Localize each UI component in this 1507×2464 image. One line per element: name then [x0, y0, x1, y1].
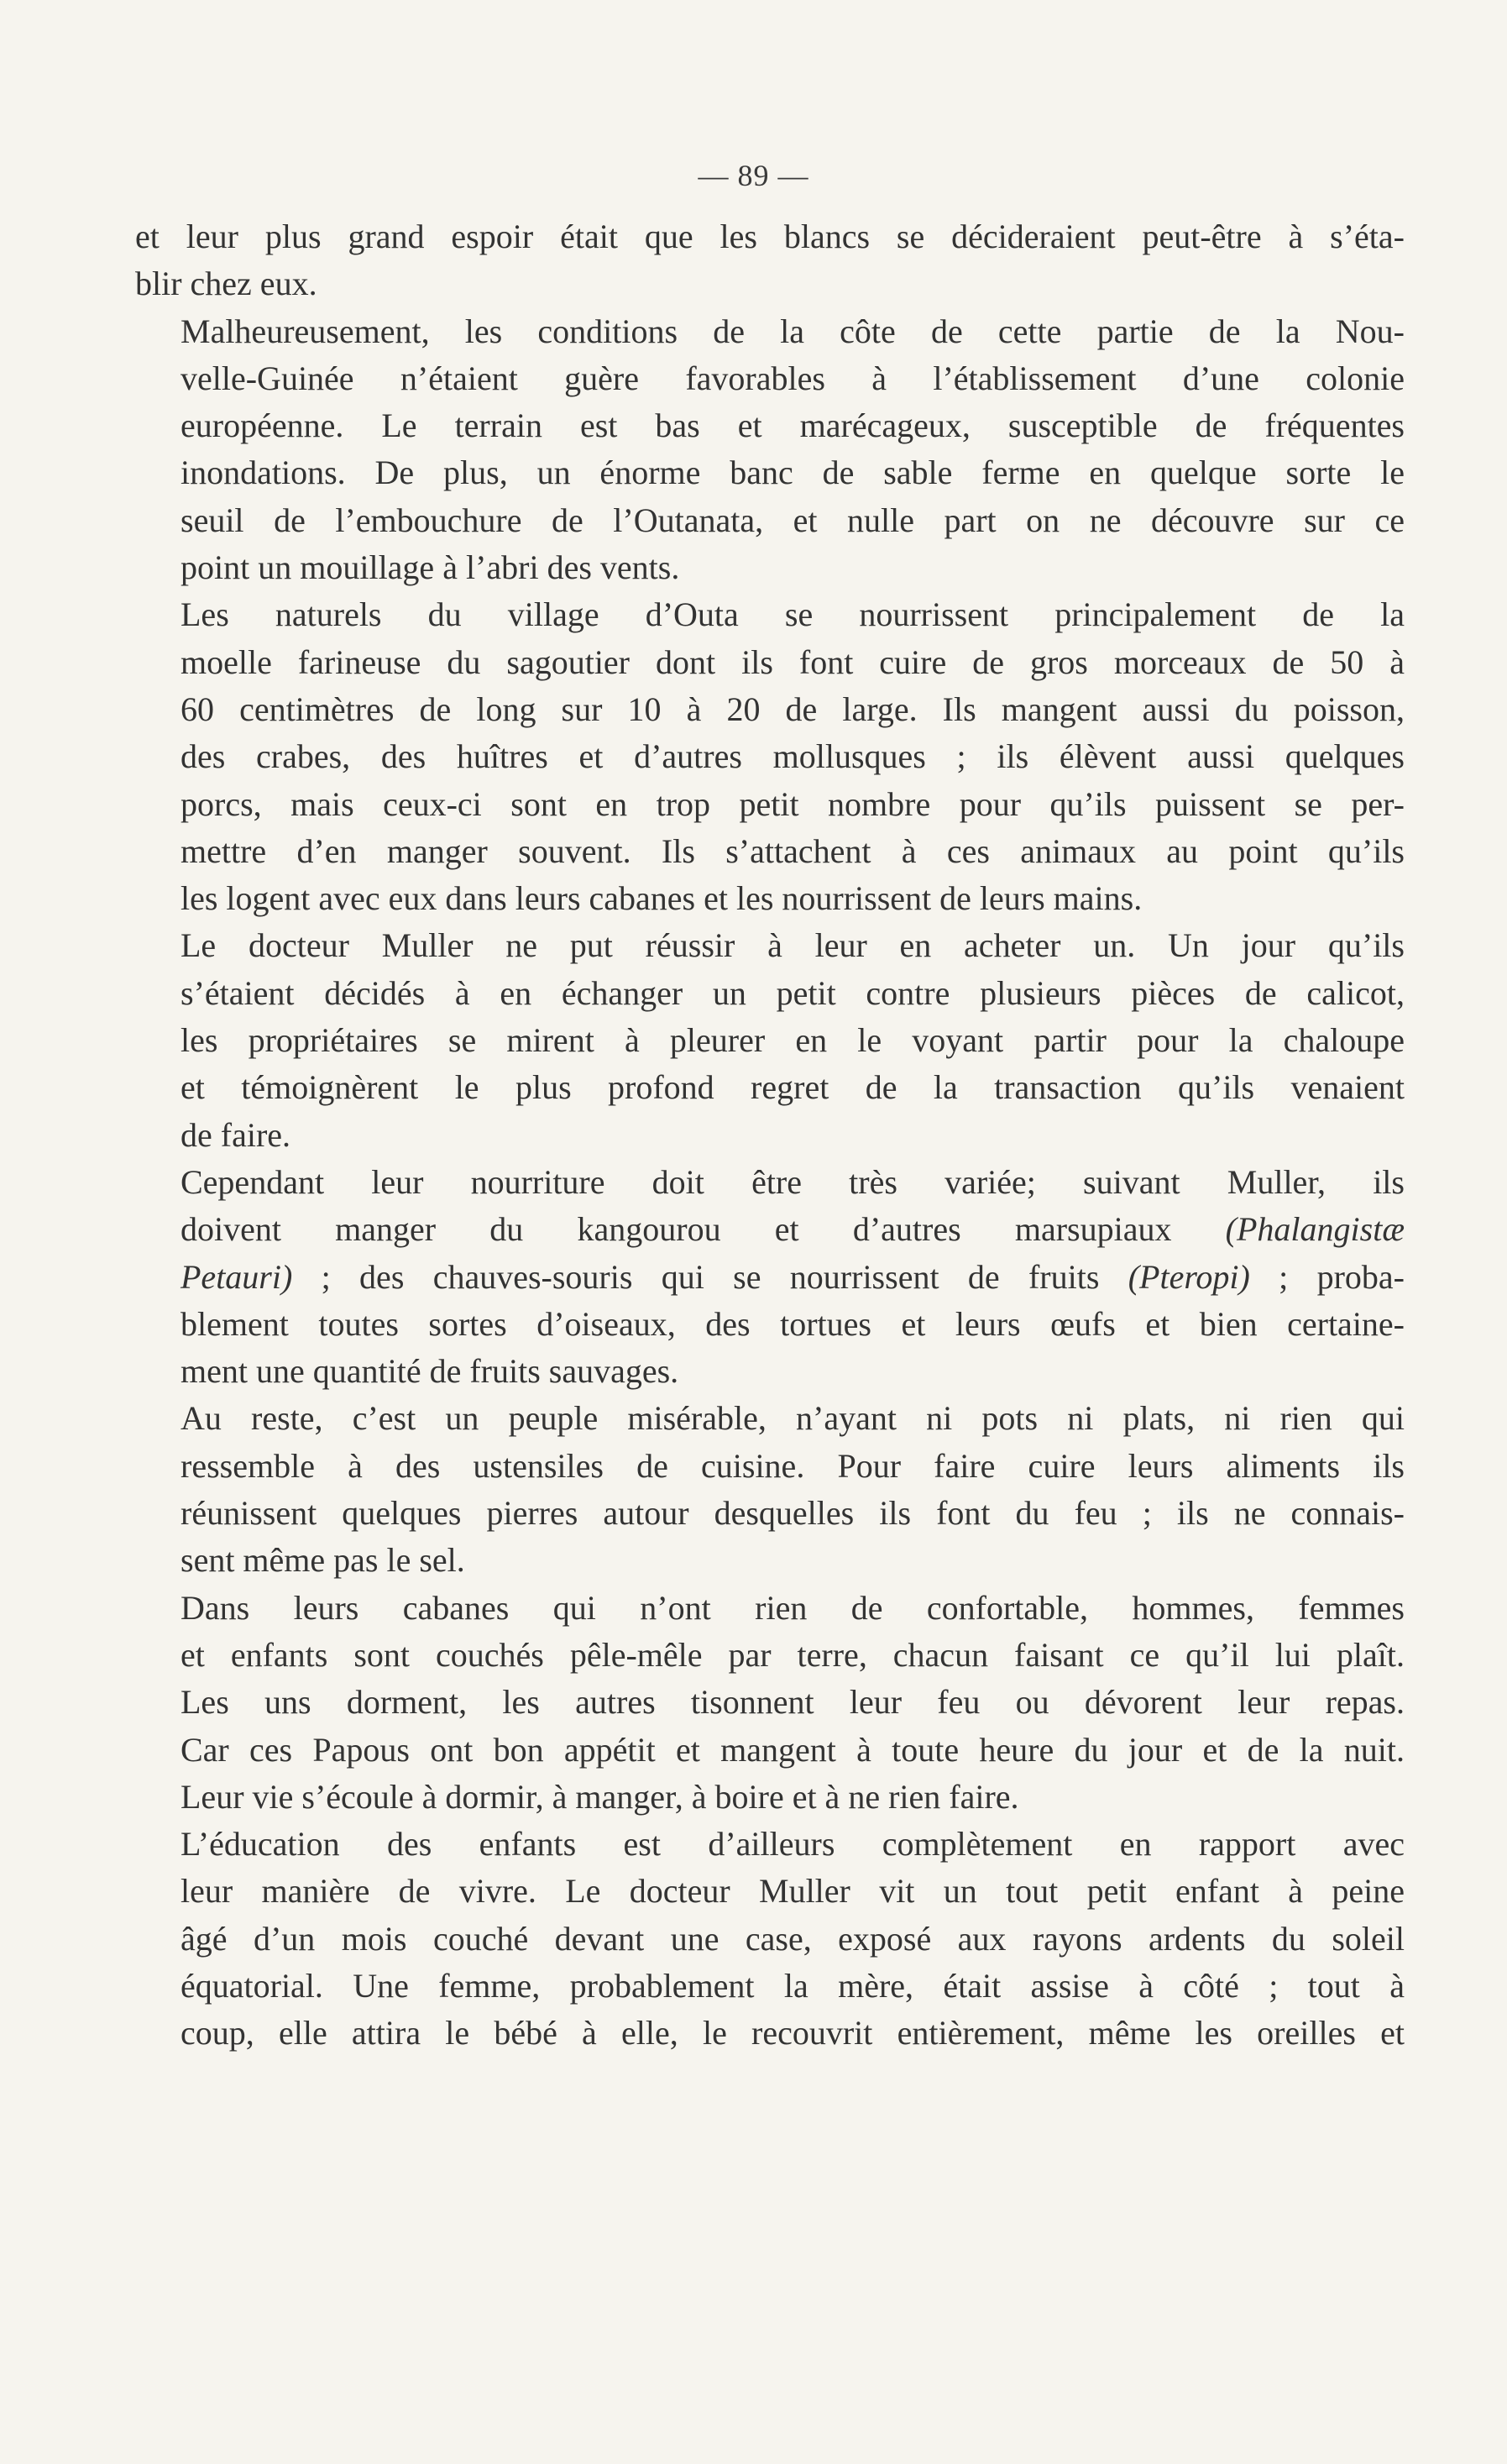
text-line: 60 centimètres de long sur 10 à 20 de large. Ils mangent aussi du poisson,: [181, 689, 1405, 728]
text-line: moelle farineuse du sagoutier dont ils font cuire de gros morceaux de 50 à: [181, 642, 1405, 681]
paragraph: [135, 1395, 1405, 1584]
text-line: blement toutes sortes d’oiseaux, des tortues et leurs œufs et bien certaine-: [181, 1304, 1405, 1343]
text-line: Le docteur Muller ne put réussir à leur en acheter un. Un jour qu’ils: [181, 926, 1405, 965]
text-line: Malheureusement, les conditions de la côte de cette partie de la Nou-: [181, 312, 1405, 350]
paragraph: [135, 213, 1405, 308]
text-line: de faire.: [181, 1115, 291, 1154]
text-line: âgé d’un mois couché devant une case, exposé aux rayons ardents du soleil: [181, 1919, 1405, 1958]
text-line: les logent avec eux dans leurs cabanes et les nourrissent de leurs mains.: [181, 879, 1143, 918]
text-line: mettre d’en manger souvent. Ils s’attachent à ces animaux au point qu’ils: [181, 831, 1405, 870]
text-line: Dans leurs cabanes qui n’ont rien de confortable, hommes, femmes: [181, 1588, 1405, 1627]
text-line: doivent manger du kangourou et d’autres marsupiaux (Phalangistæ: [181, 1210, 1405, 1249]
text-line: équatorial. Une femme, probablement la mère, était assise à côté ; tout à: [181, 1966, 1405, 2005]
text-line: blir chez eux.: [135, 265, 317, 303]
text-line: Les uns dorment, les autres tisonnent leur feu ou dévorent leur repas.: [181, 1683, 1405, 1722]
text-line: coup, elle attira le bébé à elle, le recouvrit entièrement, même les oreilles et: [181, 2014, 1405, 2052]
text-line: européenne. Le terrain est bas et marécageux, susceptible de fréquentes: [181, 406, 1405, 445]
body-text: [135, 213, 1405, 2058]
text-line: Leur vie s’écoule à dormir, à manger, à boire et à ne rien faire.: [181, 1777, 1019, 1816]
text-line: velle-Guinée n’étaient guère favorables à l’établissement d’une colonie: [181, 359, 1405, 397]
text-line: inondations. De plus, un énorme banc de sable ferme en quelque sorte le: [181, 453, 1405, 492]
text-line: leur manière de vivre. Le docteur Muller vit un tout petit enfant à peine: [181, 1872, 1405, 1911]
text-line: Cependant leur nourriture doit être très variée; suivant Muller, ils: [181, 1162, 1405, 1201]
paragraph: [135, 1821, 1405, 2057]
text-line: s’étaient décidés à en échanger un petit contre plusieurs pièces de calicot,: [181, 973, 1405, 1012]
text-line: point un mouillage à l’abri des vents.: [181, 548, 680, 587]
text-line: Car ces Papous ont bon appétit et mangent à toute heure du jour et de la nuit.: [181, 1730, 1405, 1769]
text-line: et enfants sont couchés pêle-mêle par terre, chacun faisant ce qu’il lui plaît.: [181, 1635, 1405, 1674]
text-line: Les naturels du village d’Outa se nourrissent principalement de la: [181, 595, 1405, 634]
text-line: Au reste, c’est un peuple misérable, n’ayant ni pots ni plats, ni rien qui: [181, 1399, 1405, 1438]
text-line: seuil de l’embouchure de l’Outanata, et nulle part on ne découvre sur ce: [181, 501, 1405, 539]
text-line: et leur plus grand espoir était que les blancs se décideraient peut-être à s’éta-: [135, 218, 1405, 255]
page-number: — 89 —: [698, 159, 809, 192]
text-line: les propriétaires se mirent à pleurer en le voyant partir pour la chaloupe: [181, 1021, 1405, 1060]
paragraph: [135, 1585, 1405, 1821]
text-line: porcs, mais ceux-ci sont en trop petit nombre pour qu’ils puissent se per-: [181, 784, 1405, 823]
text-line: réunissent quelques pierres autour desquelles ils font du feu ; ils ne connais-: [181, 1494, 1405, 1533]
paragraph: [135, 922, 1405, 1158]
text-line: sent même pas le sel.: [181, 1541, 465, 1580]
text-line: ressemble à des ustensiles de cuisine. Pour faire cuire leurs aliments ils: [181, 1446, 1405, 1485]
text-line: ment une quantité de fruits sauvages.: [181, 1352, 679, 1391]
paragraph: [135, 1159, 1405, 1395]
text-line: et témoignèrent le plus profond regret de la transaction qu’ils venaient: [181, 1068, 1405, 1107]
text-line: des crabes, des huîtres et d’autres mollusques ; ils élèvent aussi quelques: [181, 737, 1405, 776]
paragraph: [135, 308, 1405, 592]
text-line: L’éducation des enfants est d’ailleurs complètement en rapport avec: [181, 1825, 1405, 1864]
text-line: Petauri) ; des chauves-souris qui se nourrissent de fruits (Pteropi) ; proba-: [181, 1257, 1405, 1296]
paragraph: [135, 591, 1405, 922]
